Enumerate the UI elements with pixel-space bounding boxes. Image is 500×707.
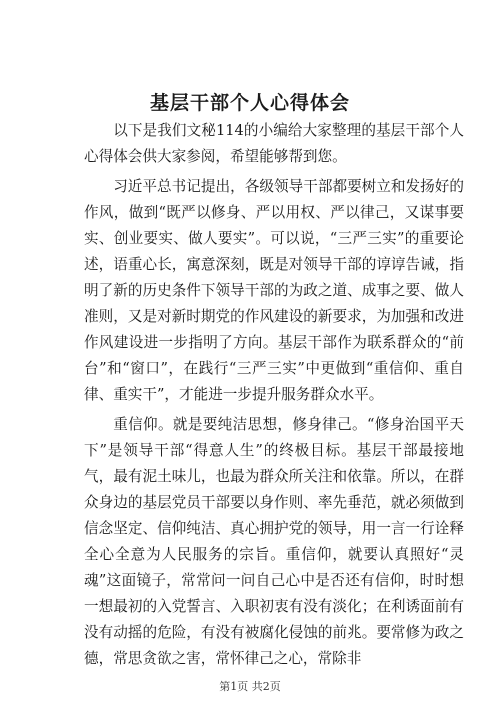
document-title: 基层干部个人心得体会 [149,92,350,114]
paragraph-intro: 以下是我们文秘114的小编给大家整理的基层干部个人心得体会供大家参阅，希望能够帮到您。 [84,122,464,165]
paragraph-background: 习近平总书记提出，各级领导干部都要树立和发扬好的作风，做到“既严以修身、严以用权、严以律己，又谋事要实、创业要实、做人要实”。可以说，“三严三实”的重要论述，语重心长，寓意深刻，既是对领导干部的谆谆告诫，指明了新的历史条件下领导干部的为政之道、成事之要、做人准则，又是对新时期党的作风建设的新要求，为加强和改进作风建设进一步指明了方向。基层干部作为联系群众的“前台”和“窗口”，在践行“三严三实”中更做到“重信仰、重自律、重实干”，才能进一步提升服务群众水平。 [84,178,464,403]
document-body [84,118,464,676]
page-footer: 第1页 共2页 [219,680,281,693]
paragraph-faith: 重信仰。就是要纯洁思想，修身律己。“修身治国平天下”是领导干部“得意人生”的终极目标。基层干部最接地气，最有泥土味儿，也最为群众所关注和依靠。所以，在群众身边的基层党员干部要以身作则、率先垂范，就必须做到信念坚定、信仰纯洁、真心拥护党的领导，用一言一行诠释全心全意为人民服务的宗旨。重信仰，就要认真照好“灵魂”这面镜子，常常问一问自己心中是否还有信仰，时时想一想最初的入党誓言、入职初衷有没有淡化；在利诱面前有没有动摇的危险，有没有被腐化侵蚀的前兆。要常修为政之德，常思贪欲之害，常怀律己之心，常除非 [84,416,464,667]
